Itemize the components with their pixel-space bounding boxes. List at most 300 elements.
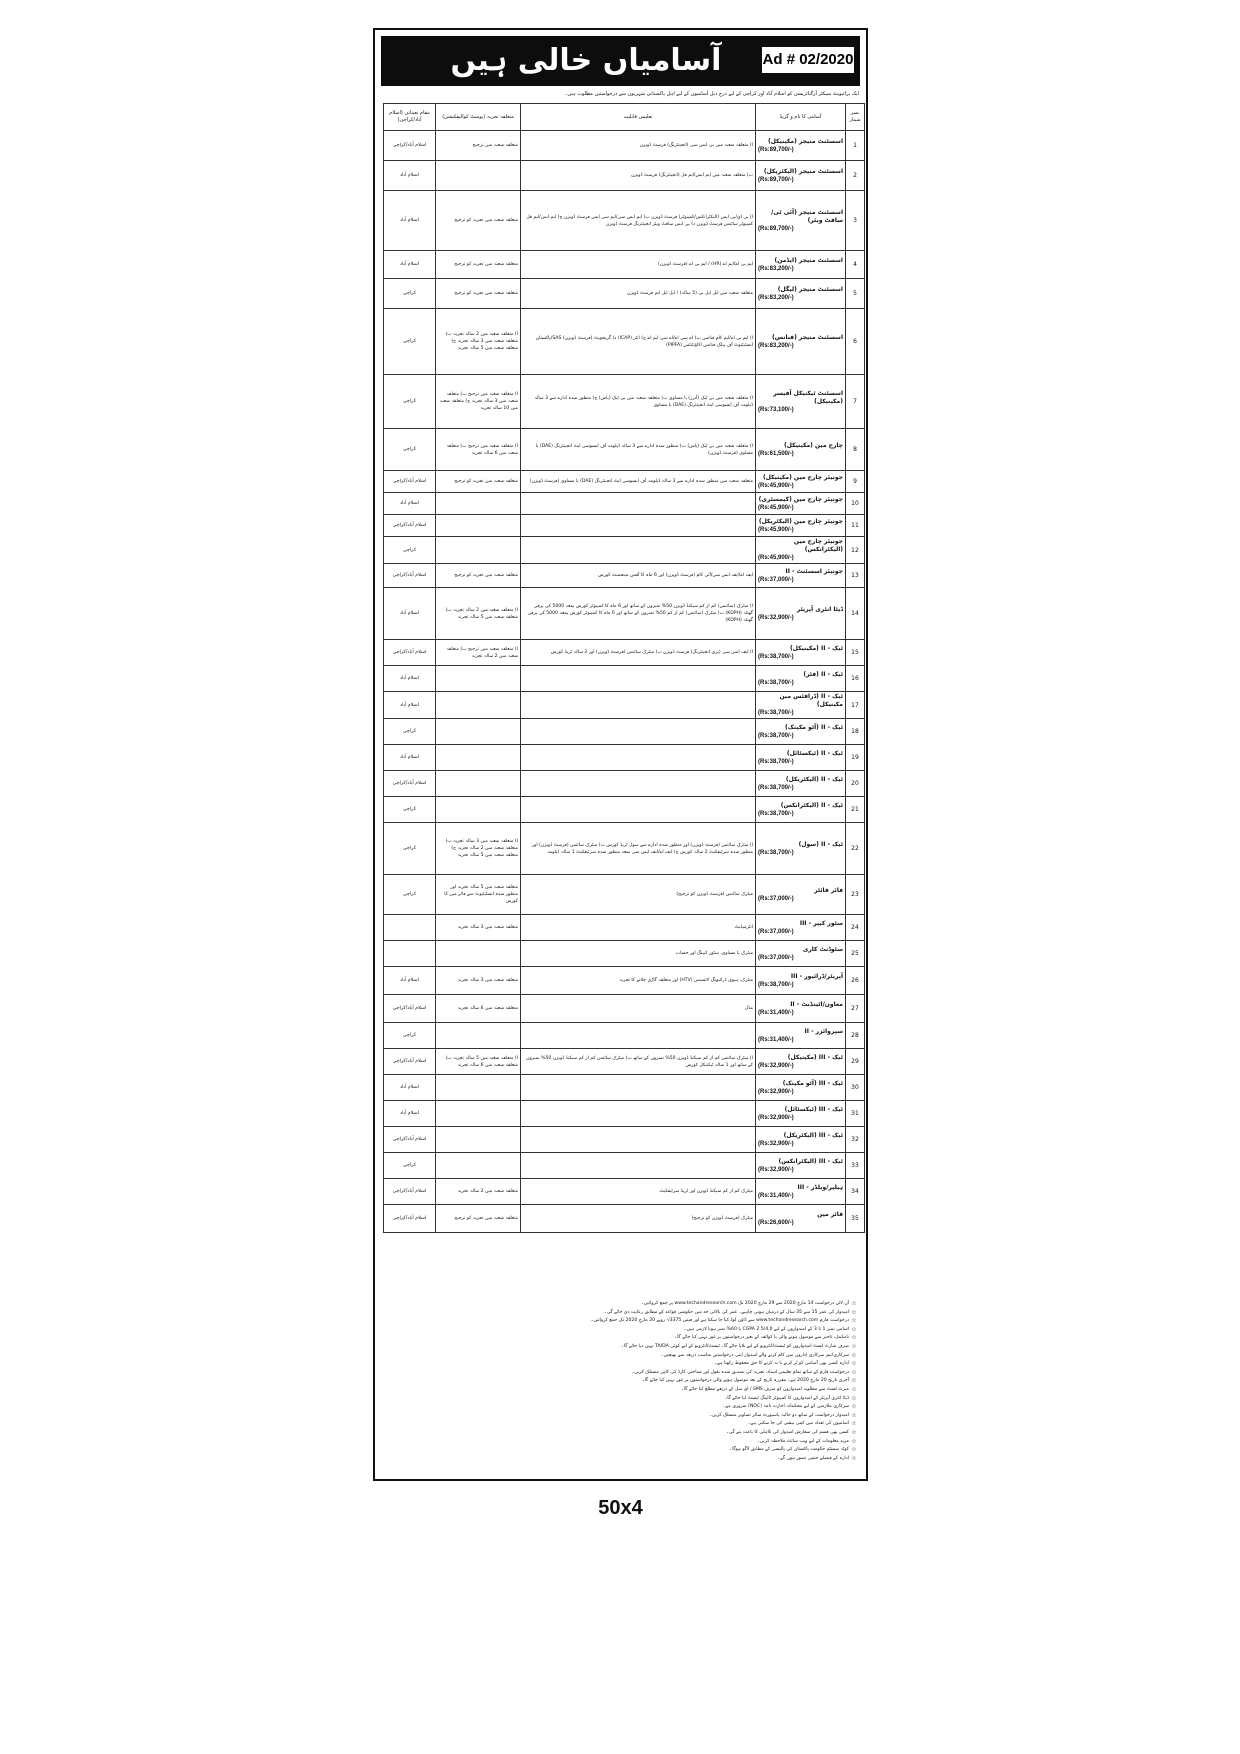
post-pay: (Rs:38,700/-) [758,810,794,817]
post-pay: (Rs:37,000/-) [758,954,794,961]
post-name: سٹوڈنٹ کاری [802,945,843,953]
table-row [384,640,865,666]
row-qualification [521,1153,756,1179]
table-row [384,915,865,941]
row-serial: 1 [846,131,865,161]
note-item [383,1360,859,1369]
table-row [384,967,865,995]
row-experience [436,515,521,537]
table-header-row [384,104,865,131]
star-bullet-icon: ☆ [851,1325,857,1333]
row-post [756,666,846,692]
row-qualification: متعلقہ شعبہ میں منظور شدہ ادارے سے 3 سالہ ڈپلومہ آف ایسوسی ایٹ انجینئرنگ (DAE) یا مساوی (فرسٹ ڈویژن) [521,471,756,493]
post-name: فائر مین [817,1210,843,1218]
table-row [384,309,865,375]
row-post [756,1205,846,1233]
post-pay: (Rs:38,700/-) [758,732,794,739]
note-item [383,1386,859,1395]
row-experience: ا) متعلقہ شعبہ میں 5 سالہ تجربہ ب) متعلقہ شعبہ میں 6 سالہ تجربہ [436,1049,521,1075]
row-post [756,1075,846,1101]
star-bullet-icon: ☆ [851,1368,857,1376]
row-serial: 33 [846,1153,865,1179]
post-pay: (Rs:31,400/-) [758,1036,794,1043]
row-experience [436,1101,521,1127]
table-row [384,515,865,537]
intro-text: ایک پرائیویٹ سیکٹر آرگنائزیشن کو اسلام آباد اور کراچی کے لیے درج ذیل آسامیوں کے لیے اہل پاکستانی شہریوں سے درخواستیں مطلوب ہیں۔ [564,91,859,97]
row-experience: متعلقہ شعبہ میں تجربہ کو ترجیح [436,564,521,588]
table-row [384,875,865,915]
post-pay: (Rs:38,700/-) [758,849,794,856]
table-row [384,191,865,251]
row-serial: 17 [846,692,865,719]
table-row [384,251,865,279]
row-serial: 21 [846,797,865,823]
table-row [384,1101,865,1127]
row-location: اسلام آباد [384,745,436,771]
row-serial: 9 [846,471,865,493]
row-experience [436,161,521,191]
row-qualification: ا) ایف ایس سی (پری انجینئرنگ) فرسٹ ڈویژن ب) میٹرک سائنس (فرسٹ ڈویژن) اور 2 سالہ ٹریڈ کورس [521,640,756,666]
row-serial: 10 [846,493,865,515]
row-qualification [521,745,756,771]
row-serial: 22 [846,823,865,875]
row-experience [436,745,521,771]
footer-code: 50x4 [598,1497,643,1519]
row-location: اسلام آباد/کراچی [384,131,436,161]
row-serial: 4 [846,251,865,279]
note-item [383,1326,859,1335]
row-location: اسلام آباد/کراچی [384,1205,436,1233]
star-bullet-icon: ☆ [851,1334,857,1342]
post-pay: (Rs:37,000/-) [758,895,794,902]
row-post [756,161,846,191]
row-experience: متعلقہ شعبہ میں تجربہ کو ترجیح [436,191,521,251]
row-post [756,309,846,375]
row-serial: 7 [846,375,865,429]
row-qualification: ا) میٹرک (سائنس) کم از کم سیکنڈ ڈویژن 50% نمبروں کے ساتھ اور 6 ماہ کا کمپیوٹر کورس بمعہ 5000 کی پرفی گھنٹہ (KDPH) ب) میٹرک (سائنس) کم از کم 50% نمبروں کے ساتھ اور 6 ماہ کا کمپیوٹر کورس بمعہ 5000 کی پرفی گھنٹہ (KDPH) [521,588,756,640]
post-name: جونیئر چارج مین (الیکٹریکل) [758,517,843,525]
row-qualification: ا) متعلقہ شعبہ میں بی ایس سی (انجینئرنگ) فرسٹ ڈویژن [521,131,756,161]
note-item [383,1403,859,1412]
row-location: اسلام آباد [384,251,436,279]
row-post [756,771,846,797]
post-pay: (Rs:38,700/-) [758,758,794,765]
row-post [756,995,846,1023]
note-text: ادارہ کسی بھی آسامی کو پُر کرنے یا نہ کرنے کا حق محفوظ رکھتا ہے۔ [714,1361,849,1367]
row-location: اسلام آباد [384,1075,436,1101]
post-pay: (Rs:38,700/-) [758,981,794,988]
row-serial: 6 [846,309,865,375]
post-pay: (Rs:83,200/-) [758,265,794,272]
row-experience [436,692,521,719]
row-location: اسلام آباد [384,692,436,719]
row-post [756,823,846,875]
note-text: امیدوار کی عمر 15 سے 35 سال کے درمیان ہونی چاہیے۔ عمر کی بالائی حد میں حکومتی قواعد کے مطابق رعایت دی جائے گی۔ [604,1309,849,1315]
star-bullet-icon: ☆ [851,1360,857,1368]
post-name: اسسٹنٹ منیجر (فنانس) [771,333,843,341]
header-location: مقام تعیناتی (اسلام آباد/کراچی) [384,104,436,131]
post-name: ٹیک - II (فٹر) [803,670,843,678]
row-experience: ا) متعلقہ شعبہ میں ترجیح ب) متعلقہ شعبہ میں 3 سالہ تجربہ ج) متعلقہ شعبہ میں 10 سالہ تجربہ [436,375,521,429]
row-location: کراچی [384,823,436,875]
row-experience [436,1023,521,1049]
row-serial: 19 [846,745,865,771]
post-pay: (Rs:83,200/-) [758,294,794,301]
row-qualification [521,515,756,537]
note-item [383,1309,859,1318]
row-experience [436,666,521,692]
row-location: کراچی [384,797,436,823]
row-experience: متعلقہ شعبہ میں 3 سالہ تجربہ [436,967,521,995]
post-name: ٹیک - III (آٹو مکینک) [782,1079,843,1087]
row-qualification: ا) متعلقہ شعبہ میں بی ٹیک (آنرز) یا مساوی ب) متعلقہ شعبہ میں بی ٹیک (پاس) ج) منظور شدہ ادارے سے 3 سالہ ڈپلومہ آف ایسوسی ایٹ انجینئرنگ (DAE) یا مساوی [521,375,756,429]
row-post [756,915,846,941]
note-text: درخواست فارم کے ساتھ تمام تعلیمی اسناد، تجربہ کی تصدیق شدہ نقول اور شناختی کارڈ کی کاپی منسلک کریں۔ [631,1369,849,1375]
row-serial: 5 [846,279,865,309]
row-experience: متعلقہ شعبہ میں 6 سالہ تجربہ [436,995,521,1023]
star-bullet-icon: ☆ [851,1411,857,1419]
row-experience [436,941,521,967]
row-experience: ا) متعلقہ شعبہ میں 3 سالہ تجربہ ب) متعلقہ شعبہ میں 2 سالہ تجربہ ج) متعلقہ شعبہ میں 5 سالہ تجربہ [436,823,521,875]
row-location: اسلام آباد [384,666,436,692]
note-item [383,1429,859,1438]
row-serial: 14 [846,588,865,640]
star-bullet-icon: ☆ [851,1394,857,1402]
row-experience [436,1127,521,1153]
post-name: ٹیک - II (سول) [798,840,843,848]
row-post [756,941,846,967]
header-experience: متعلقہ تجربہ (پوسٹ کوالیفکیشن) [436,104,521,131]
row-experience [436,493,521,515]
table-row [384,1179,865,1205]
note-text: آن لائن درخواست 14 مارچ 2020 سے 29 مارچ 2020 تک www.techandresearch.com پر جمع کروائیں۔ [641,1301,849,1306]
table-row [384,375,865,429]
row-post [756,191,846,251]
table-row [384,1049,865,1075]
row-qualification [521,666,756,692]
row-location: اسلام آباد [384,191,436,251]
post-pay: (Rs:37,000/-) [758,928,794,935]
row-qualification [521,1101,756,1127]
row-post [756,1023,846,1049]
table-row [384,823,865,875]
row-post [756,537,846,564]
row-experience [436,797,521,823]
row-qualification: میٹرک کم از کم سیکنڈ ڈویژن اور ٹریڈ سرٹیفکیٹ [521,1179,756,1205]
table-row [384,995,865,1023]
table-row [384,493,865,515]
table-row [384,941,865,967]
star-bullet-icon: ☆ [851,1420,857,1428]
note-text: ادارہ کے فیصلے حتمی تصور ہوں گے۔ [777,1455,849,1461]
note-item [383,1369,859,1378]
note-item [383,1438,859,1447]
row-serial: 25 [846,941,865,967]
table-row [384,719,865,745]
row-qualification [521,493,756,515]
post-name: جونیئر اسسٹنٹ - II [785,567,843,575]
post-name: ہیلپر/ویلڈر - III [797,1183,843,1191]
note-text: درخواست فارم www.techandresearch.com سے ڈاؤن لوڈ کیا جا سکتا ہے اور فیس 3375/- روپے 20 مارچ 2020 تک جمع کروائیں۔ [590,1318,849,1324]
star-bullet-icon: ☆ [851,1308,857,1316]
star-bullet-icon: ☆ [851,1403,857,1411]
post-name: ٹیک - II (ٹیکسٹائل) [786,749,843,757]
note-item [383,1300,859,1309]
row-serial: 11 [846,515,865,537]
row-experience: متعلقہ شعبہ میں 3 سالہ تجربہ [436,915,521,941]
table-row [384,692,865,719]
header-qualification: تعلیمی قابلیت [521,104,756,131]
post-name: ٹیک - II (مکینیکل) [790,644,843,652]
post-pay: (Rs:45,900/-) [758,482,794,489]
post-pay: (Rs:61,500/-) [758,450,794,457]
note-text: نامکمل، تاخیر سے موصول ہونے والی یا کوائف کے بغیر درخواستوں پر غور نہیں کیا جائے گا۔ [674,1335,849,1341]
row-post [756,279,846,309]
row-post [756,1153,846,1179]
table-row [384,745,865,771]
row-serial: 15 [846,640,865,666]
row-location: کراچی [384,309,436,375]
note-text: کسی بھی قسم کی سفارش امیدوار کی نااہلی کا باعث بنے گی۔ [725,1429,849,1435]
post-pay: (Rs:83,200/-) [758,342,794,349]
star-bullet-icon: ☆ [851,1446,857,1454]
header-post: آسامی کا نام و گریڈ [756,104,846,131]
row-location: اسلام آباد/کراچی [384,640,436,666]
note-item [383,1317,859,1326]
table-row [384,588,865,640]
row-post [756,692,846,719]
post-pay: (Rs:32,900/-) [758,614,794,621]
row-experience [436,1153,521,1179]
table-row [384,1023,865,1049]
post-pay: (Rs:31,400/-) [758,1009,794,1016]
row-experience: ا) متعلقہ شعبہ میں 2 سالہ تجربہ ب) متعلقہ شعبہ میں 3 سالہ تجربہ ج) متعلقہ شعبہ میں 5 سالہ تجربہ [436,309,521,375]
row-serial: 13 [846,564,865,588]
row-experience: متعلقہ شعبہ میں 5 سالہ تجربہ اور منظور شدہ انسٹیٹیوٹ سے فائر مین کا کورس [436,875,521,915]
row-location: اسلام آباد/کراچی [384,771,436,797]
note-text: میرٹ لسٹ سے مطلوبہ امیدواروں کو صرف SMS / ای میل کے ذریعے مطلع کیا جائے گا۔ [681,1386,849,1392]
row-post [756,471,846,493]
row-qualification [521,537,756,564]
row-post [756,375,846,429]
row-qualification: انٹرمیڈیٹ [521,915,756,941]
table-row [384,797,865,823]
post-pay: (Rs:31,400/-) [758,1192,794,1199]
row-post [756,251,846,279]
ad-number: Ad # 02/2020 [762,47,854,73]
row-location: اسلام آباد [384,493,436,515]
row-experience [436,719,521,745]
post-name: سپروائزر - II [804,1027,843,1035]
post-pay: (Rs:89,700/-) [758,146,794,153]
post-pay: (Rs:32,900/-) [758,1062,794,1069]
row-post [756,1179,846,1205]
table-row [384,1127,865,1153]
note-text: کوٹہ سسٹم حکومت پاکستان کی پالیسی کے مطابق لاگو ہوگا۔ [729,1447,849,1453]
row-post [756,1127,846,1153]
table-body [384,131,865,1233]
header-banner [381,36,860,86]
ad-title: آسامیاں خالی ہیں [450,43,722,78]
table-row [384,666,865,692]
row-experience: متعلقہ شعبہ میں 2 سالہ تجربہ [436,1179,521,1205]
post-pay: (Rs:32,900/-) [758,1140,794,1147]
star-bullet-icon: ☆ [851,1377,857,1385]
row-experience: متعلقہ شعبہ میں تجربہ کو ترجیح [436,1205,521,1233]
row-post [756,1049,846,1075]
note-item [383,1377,859,1386]
row-qualification: میٹرک (فرسٹ ڈویژن کو ترجیح) [521,1205,756,1233]
row-serial: 31 [846,1101,865,1127]
table-row [384,1075,865,1101]
row-post [756,967,846,995]
note-item [383,1352,859,1361]
row-qualification: ا) میٹرک سائنس (فرسٹ ڈویژن) اور منظور شدہ ادارے سے سول ٹریڈ کورس ب) میٹرک سائنس (فرسٹ ڈویژن) اور منظور شدہ سرٹیفکیٹ 2 سالہ کورس ج) ایف اے/ایف ایس سی بمعہ منظور شدہ سرٹیفکیٹ 1 سالہ ڈپلومہ [521,823,756,875]
row-experience: ا) متعلقہ شعبہ میں ترجیح ب) متعلقہ شعبہ میں 6 سالہ تجربہ [436,429,521,471]
row-location: کراچی [384,1153,436,1179]
row-location: اسلام آباد/کراچی [384,1049,436,1075]
star-bullet-icon: ☆ [851,1454,857,1462]
row-qualification [521,1127,756,1153]
post-name: ٹیک - III (مکینیکل) [787,1053,843,1061]
row-post [756,1101,846,1127]
row-location: کراچی [384,875,436,915]
star-bullet-icon: ☆ [851,1300,857,1307]
note-text: صرف شارٹ لسٹ امیدواروں کو ٹیسٹ/انٹرویو کے لیے بلایا جائے گا۔ ٹیسٹ/انٹرویو کے لیے کوئی TA/DA نہیں دیا جائے گا۔ [621,1343,849,1349]
post-pay: (Rs:32,900/-) [758,1166,794,1173]
row-experience [436,1075,521,1101]
post-name: ڈیٹا انٹری آپریٹر [796,605,843,613]
row-location: اسلام آباد [384,161,436,191]
row-post [756,564,846,588]
post-name: جونیئر چارج مین (کیمسٹری) [758,495,843,503]
post-pay: (Rs:32,900/-) [758,1114,794,1121]
post-pay: (Rs:38,700/-) [758,784,794,791]
row-post [756,493,846,515]
note-item [383,1343,859,1352]
post-name: اسسٹنٹ منیجر (مکینیکل) [767,137,843,145]
post-name: ٹیک - II (الیکٹرانکس) [780,801,843,809]
row-location: اسلام آباد/کراچی [384,995,436,1023]
note-text: اسامیوں کی تعداد میں کمی بیشی کی جا سکتی ہے۔ [747,1421,849,1427]
post-name: اسسٹنٹ منیجر (ایڈمن) [774,256,843,264]
post-name: اسسٹنٹ منیجر (لیگل) [777,285,843,293]
post-name: ٹیک - III (ٹیکسٹائل) [784,1105,843,1113]
row-serial: 3 [846,191,865,251]
row-post [756,515,846,537]
note-item [383,1446,859,1455]
post-pay: (Rs:45,900/-) [758,504,794,511]
table-row [384,1153,865,1179]
row-experience: ا) متعلقہ شعبہ میں 2 سالہ تجربہ ب) متعلقہ شعبہ میں 5 سالہ تجربہ [436,588,521,640]
table-row [384,1205,865,1233]
row-location: کراچی [384,1023,436,1049]
row-experience: متعلقہ شعبہ میں ترجیح [436,131,521,161]
star-bullet-icon: ☆ [851,1342,857,1350]
table-row [384,564,865,588]
star-bullet-icon: ☆ [851,1428,857,1436]
post-name: اسسٹنٹ منیجر (الیکٹریکل) [763,167,843,175]
row-location: اسلام آباد/کراچی [384,471,436,493]
star-bullet-icon: ☆ [851,1317,857,1325]
row-location: کراچی [384,429,436,471]
row-qualification [521,797,756,823]
row-post [756,429,846,471]
post-name: معاون/اٹینڈنٹ - II [790,1000,843,1008]
row-post [756,131,846,161]
row-post [756,719,846,745]
row-experience [436,537,521,564]
row-qualification [521,719,756,745]
row-location: اسلام آباد [384,588,436,640]
row-qualification: میٹرک سائنس (فرسٹ ڈویژن کو ترجیح) [521,875,756,915]
row-serial: 30 [846,1075,865,1101]
table-row [384,771,865,797]
post-pay: (Rs:45,900/-) [758,555,794,561]
post-pay: (Rs:89,700/-) [758,225,794,232]
row-serial: 29 [846,1049,865,1075]
post-name: جونیئر چارج مین (الیکٹرانکس) [793,538,843,553]
post-name: سٹور کیپر - III [799,919,843,927]
row-serial: 26 [846,967,865,995]
row-location: کراچی [384,279,436,309]
note-item [383,1334,859,1343]
row-experience: متعلقہ شعبہ میں تجربہ کو ترجیح [436,251,521,279]
notes-section [383,1300,859,1463]
row-qualification [521,1075,756,1101]
row-serial: 32 [846,1127,865,1153]
row-serial: 34 [846,1179,865,1205]
row-qualification: مڈل [521,995,756,1023]
row-post [756,875,846,915]
row-qualification: ا) ایم بی اے/ایم کام فنانس ب) اے سی اے/اے سی ایم اے ج) انٹر (ICAP) د) گریجویٹ (فرسٹ ڈویژن) SAS/پاکستان انسٹیٹیوٹ آف پبلک فنانس اکاؤنٹنٹس (PIPFA) [521,309,756,375]
table-row [384,161,865,191]
note-text: سرکاری ملازمین کے لیے محکمانہ اجازت نامہ (NOC) ضروری ہے۔ [722,1404,849,1410]
post-pay: (Rs:26,600/-) [758,1219,794,1226]
row-qualification: ا) متعلقہ شعبہ میں بی ٹیک (پاس) ب) منظور شدہ ادارے سے 3 سالہ ڈپلومہ آف ایسوسی ایٹ انجینئرنگ (DAE) یا مساوی (فرسٹ ڈویژن) [521,429,756,471]
note-item [383,1412,859,1421]
table-row [384,131,865,161]
post-name: ٹیک - II (الیکٹریکل) [785,775,843,783]
vacancies-table [383,103,865,1233]
row-qualification: میٹرک یا مساوی، سٹور کیپنگ اور حساب [521,941,756,967]
row-location: اسلام آباد/کراچی [384,1179,436,1205]
row-location: اسلام آباد/کراچی [384,1127,436,1153]
row-serial: 27 [846,995,865,1023]
row-qualification [521,771,756,797]
star-bullet-icon: ☆ [851,1385,857,1393]
row-qualification [521,1023,756,1049]
note-text: ڈیٹا انٹری آپریٹر کے امیدواروں کا کمپیوٹر ٹائپنگ ٹیسٹ لیا جائے گا۔ [724,1395,849,1401]
row-serial: 18 [846,719,865,745]
row-serial: 23 [846,875,865,915]
row-qualification: ایم بی اے/ایم اے (HR) / ایم پی اے (فرسٹ ڈویژن) [521,251,756,279]
note-item [383,1455,859,1464]
header-serial: نمبر شمار [846,104,865,131]
row-location: کراچی [384,719,436,745]
row-post [756,588,846,640]
row-location: اسلام آباد [384,1101,436,1127]
table-row [384,279,865,309]
row-qualification: متعلقہ شعبہ میں ایل ایل بی (5 سالہ) / ایل ایل ایم فرسٹ ڈویژن [521,279,756,309]
row-serial: 12 [846,537,865,564]
post-pay: (Rs:89,700/-) [758,176,794,183]
post-name: ٹیک - III (الیکٹرانکس) [778,1157,843,1165]
note-item [383,1395,859,1404]
post-name: آپریٹر/ڈرائیور - III [790,972,843,980]
row-post [756,640,846,666]
row-experience: ا) متعلقہ شعبہ میں ترجیح ب) متعلقہ شعبہ میں 2 سالہ تجربہ [436,640,521,666]
